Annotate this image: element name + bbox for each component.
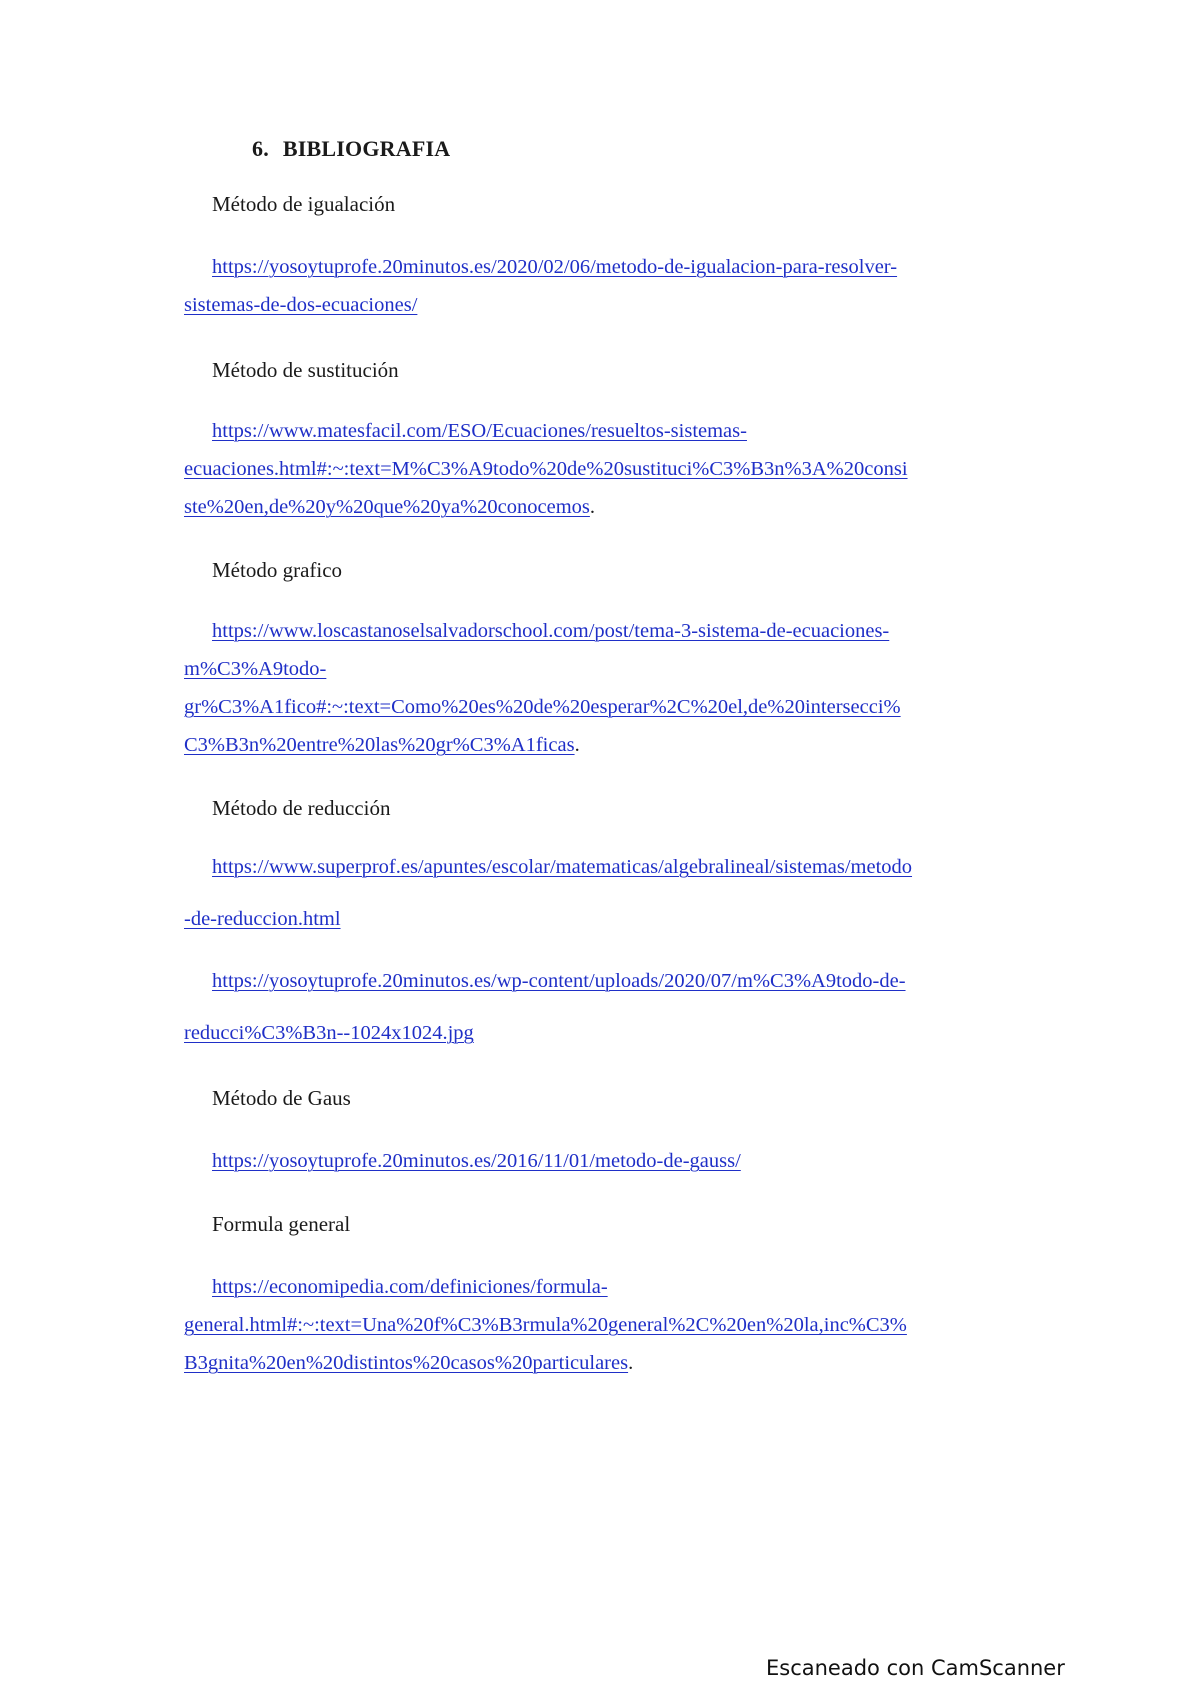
entry-title-grafico: Método grafico xyxy=(212,558,343,582)
link-line[interactable]: gr%C3%A1fico#:~:text=Como%20es%20de%20esperar%2C%20el,de%20intersecci% xyxy=(184,696,901,718)
scanner-watermark: Escaneado con CamScanner xyxy=(766,1656,1065,1680)
section-heading xyxy=(252,136,450,162)
trailing-period: . xyxy=(628,1352,634,1374)
link-line[interactable]: general.html#:~:text=Una%20f%C3%B3rmula%20general%2C%20en%20la,inc%C3% xyxy=(184,1314,907,1336)
link-line[interactable]: https://www.superprof.es/apuntes/escolar/matematicas/algebralineal/sistemas/metodo xyxy=(212,856,913,878)
link-line[interactable]: https://www.loscastanoselsalvadorschool.com/post/tema-3-sistema-de-ecuaciones- xyxy=(212,620,890,642)
link-line[interactable]: https://www.matesfacil.com/ESO/Ecuaciones/resueltos-sistemas- xyxy=(212,420,747,442)
entry-title-igualacion: Método de igualación xyxy=(212,192,396,216)
entry-title-sustitucion: Método de sustitución xyxy=(212,358,399,382)
entry-title-gaus: Método de Gaus xyxy=(212,1086,351,1110)
trailing-period: . xyxy=(574,734,580,756)
link-line[interactable]: m%C3%A9todo- xyxy=(184,658,327,680)
trailing-period: . xyxy=(589,496,596,518)
entry-title-formula-general: Formula general xyxy=(212,1212,351,1236)
link-line[interactable]: https://economipedia.com/definiciones/formula- xyxy=(212,1276,608,1298)
link-line[interactable]: reducci%C3%B3n--1024x1024.jpg xyxy=(184,1022,474,1044)
link-line[interactable]: -de-reduccion.html xyxy=(184,908,341,930)
entry-title-reduccion: Método de reducción xyxy=(212,796,391,820)
section-title: BIBLIOGRAFIA xyxy=(282,136,451,161)
link-line[interactable]: ecuaciones.html#:~:text=M%C3%A9todo%20de%20sustituci%C3%B3n%3A%20consi xyxy=(184,458,908,480)
link-line[interactable]: C3%B3n%20entre%20las%20gr%C3%A1ficas xyxy=(184,734,575,756)
link-line[interactable]: https://yosoytuprofe.20minutos.es/2016/11/01/metodo-de-gauss/ xyxy=(212,1150,741,1172)
link-line[interactable]: https://yosoytuprofe.20minutos.es/wp-content/uploads/2020/07/m%C3%A9todo-de- xyxy=(212,970,906,992)
section-number: 6. xyxy=(252,136,269,161)
link-line[interactable]: B3gnita%20en%20distintos%20casos%20particulares xyxy=(184,1352,629,1374)
link-line[interactable]: sistemas-de-dos-ecuaciones/ xyxy=(184,294,418,316)
link-line[interactable]: https://yosoytuprofe.20minutos.es/2020/02/06/metodo-de-igualacion-para-resolver- xyxy=(212,256,898,278)
link-line[interactable]: ste%20en,de%20y%20que%20ya%20conocemos xyxy=(184,496,590,518)
